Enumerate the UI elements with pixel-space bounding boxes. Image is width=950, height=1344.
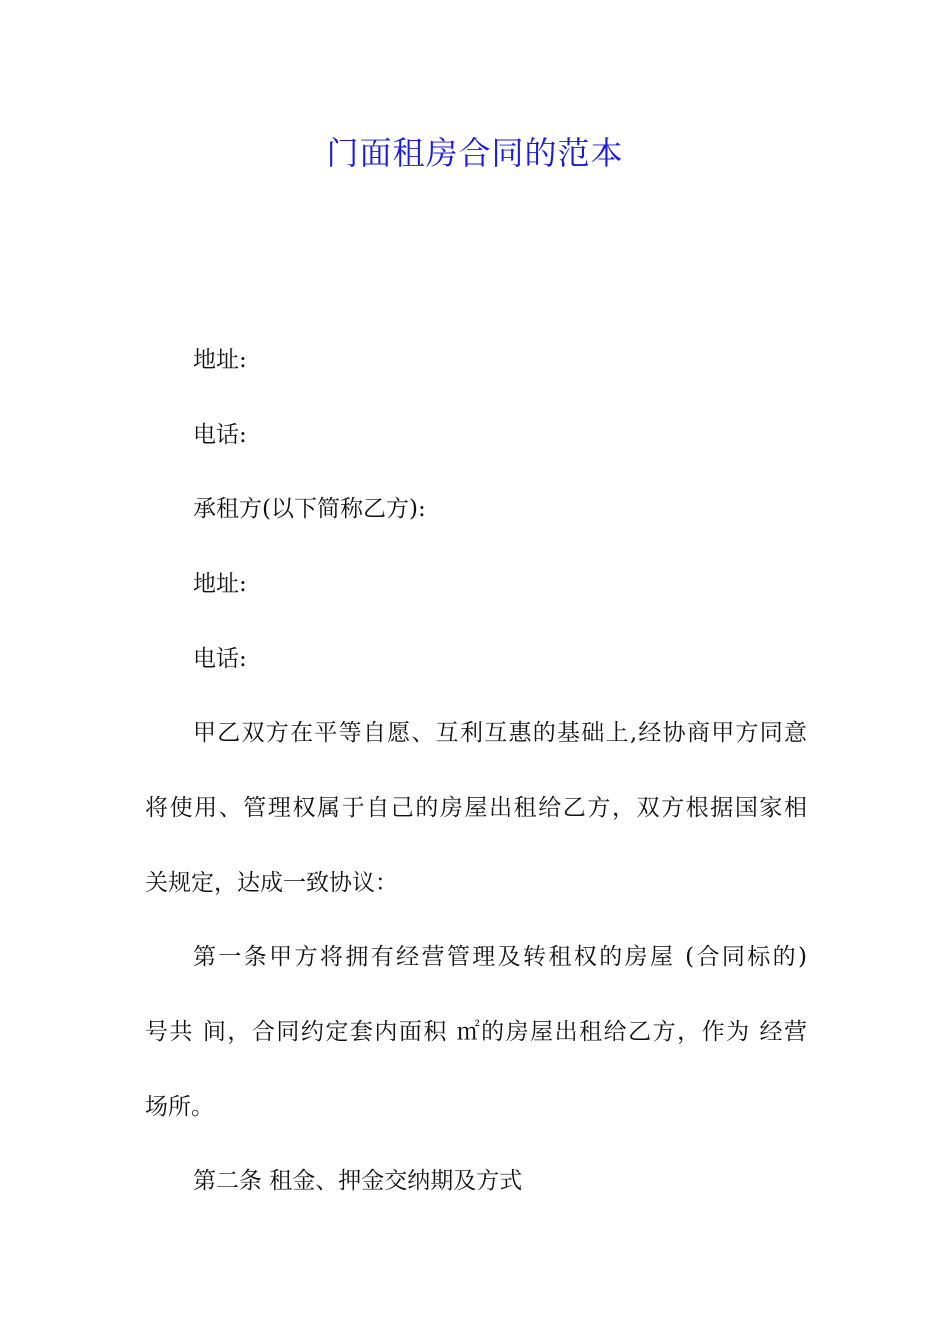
lessor-phone-label: 电话: (193, 422, 247, 448)
preamble-line-1: 甲乙双方在平等自愿、互利互惠的基础上,经协商甲方同意 (193, 720, 807, 746)
article-1-line-3: 场所。 (145, 1094, 214, 1120)
lessee-label: 承租方(以下简称乙方): (193, 496, 426, 522)
preamble-line-2: 将使用、管理权属于自己的房屋出租给乙方，双方根据国家相 (145, 795, 807, 821)
lessee-address-label: 地址: (193, 571, 247, 597)
article-1-line-1: 第一条甲方将拥有经营管理及转租权的房屋 (合同标的) (193, 944, 807, 970)
article-2-heading: 第二条 租金、押金交纳期及方式 (193, 1168, 523, 1194)
preamble-line-3: 关规定，达成一致协议： (145, 870, 398, 896)
article-1-line-2: 号共 间，合同约定套内面积 ㎡的房屋出租给乙方，作为 经营 (145, 1019, 807, 1045)
lessee-phone-label: 电话: (193, 646, 247, 672)
document-title: 门面租房合同的范本 (326, 134, 624, 172)
lessor-address-label: 地址: (193, 347, 247, 373)
